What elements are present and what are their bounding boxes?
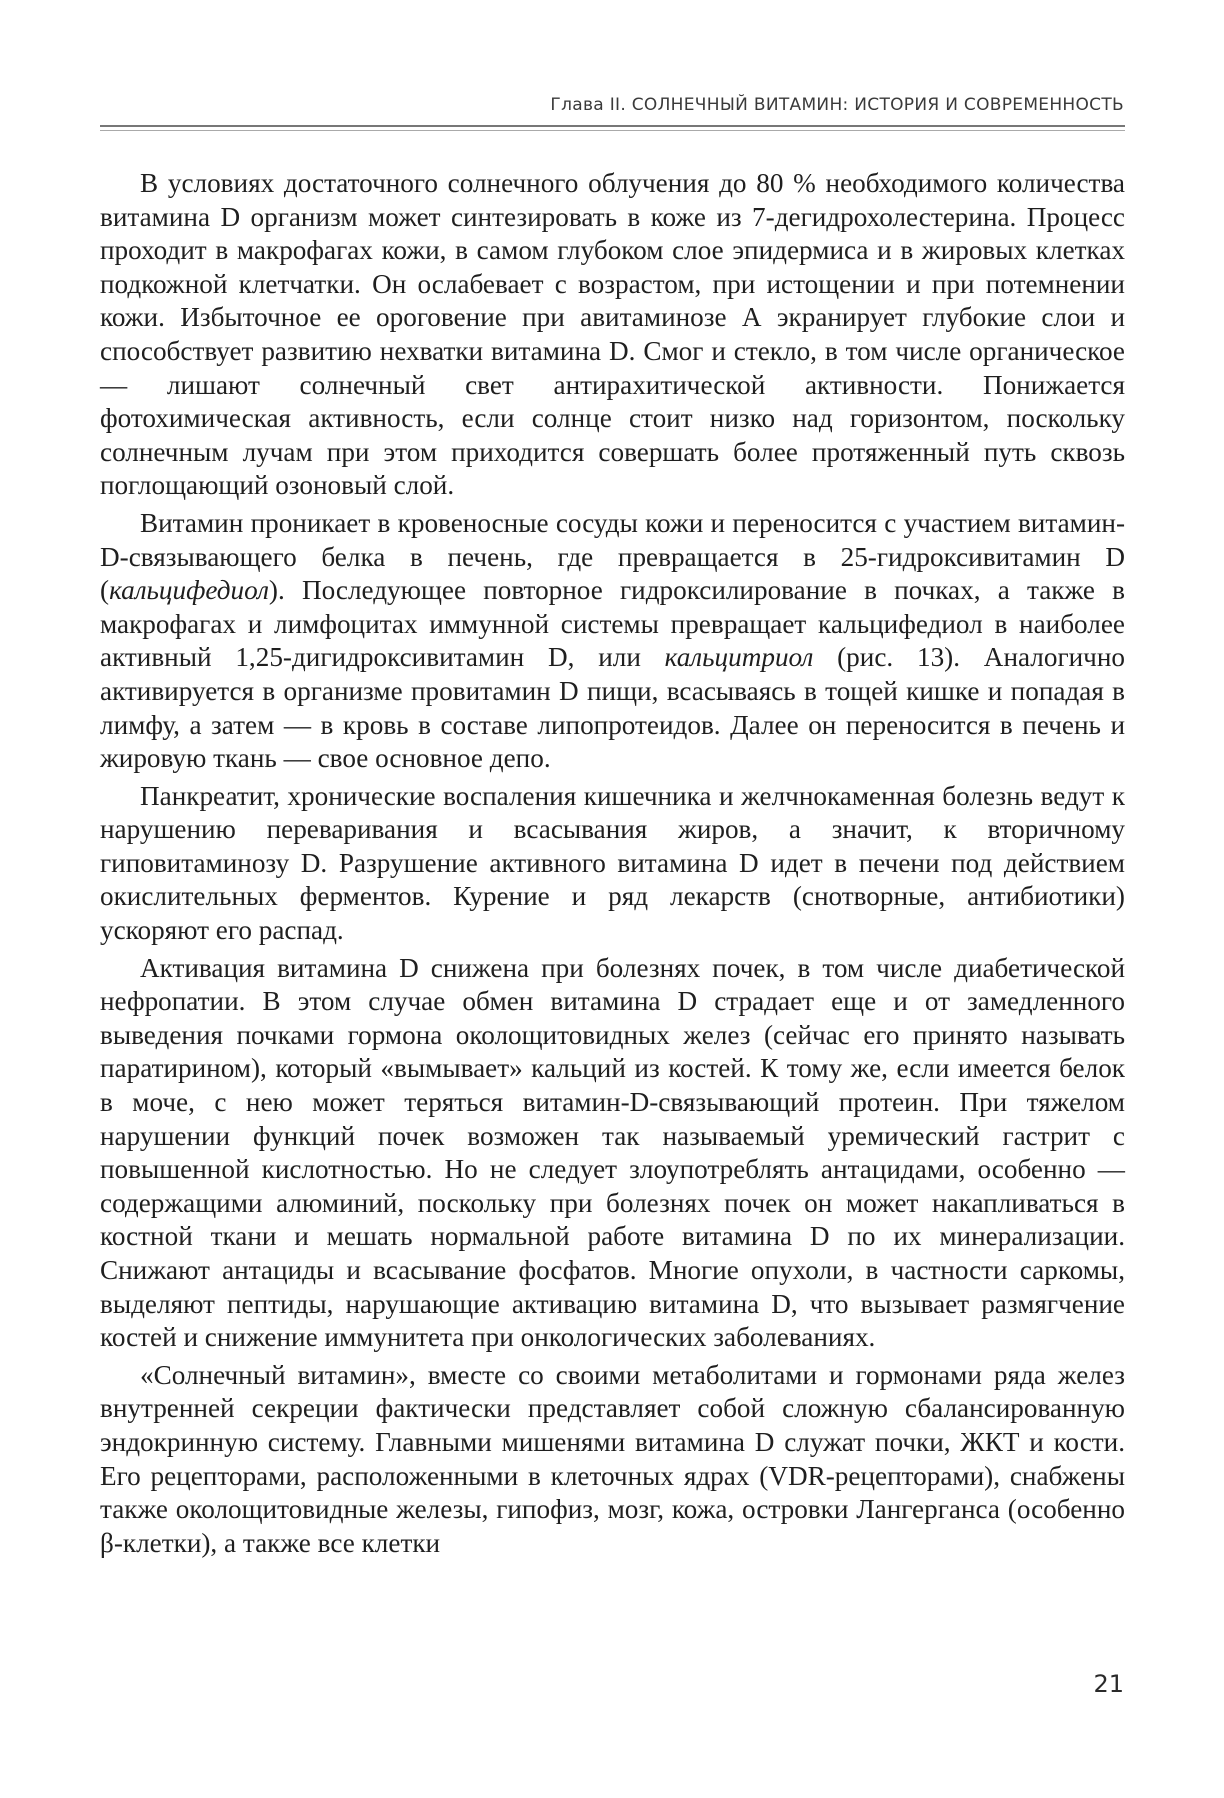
- body-text: [100, 167, 1125, 1560]
- italic-term-calcitriol: кальцитриол: [664, 642, 814, 673]
- paragraph-2-part-3: (рис. 13). Аналогично активируется в организме провитамин D пищи, всасываясь в тощей кишке и попадая в лимфу, а затем — в кровь в составе липопротеидов. Далее он переносится в печень и жировую ткань — свое основное депо.: [100, 642, 1125, 774]
- paragraph-2-part-1: Витамин проникает в кровеносные сосуды кожи и переносится с участием витамин-D-связывающего белка в печень, где превращается в 25-гидроксивитамин D (: [100, 507, 1125, 606]
- header-rule: [100, 125, 1125, 131]
- page-number: 21: [1093, 1670, 1124, 1698]
- paragraph-5: «Солнечный витамин», вместе со своими метаболитами и гормонами ряда желез внутренней секреции фактически представляет собой сложную сбалансированную эндокринную систему. Главными мишенями витамина D служат почки, ЖКТ и кости. Его рецепторами, расположенными в клеточных ядрах (VDR-рецепторами), снабжены также околощитовидные железы, гипофиз, мозг, кожа, островки Лангерганса (особенно β-клетки), а также все клетки: [100, 1359, 1125, 1558]
- paragraph-2-part-2: ). Последующее повторное гидроксилирование в почках, а также в макрофагах и лимфоцитах иммунной системы превращает кальцифедиол в наиболее активный 1,25-дигидроксивитамин D, или: [100, 575, 1125, 673]
- paragraph-1: В условиях достаточного солнечного облучения до 80 % необходимого количества витамина D организм может синтезировать в коже из 7-дегидрохолестерина. Процесс проходит в макрофагах кожи, в самом глубоком слое эпидермиса и в жировых клетках подкожной клетчатки. Он ослабевает с возрастом, при истощении и при потемнении кожи. Избыточное ее ороговение при авитаминозе А экранирует глубокие слои и способствует развитию нехватки витамина D. Смог и стекло, в том числе органическое — лишают солнечный свет антирахитической активности. Понижается фотохимическая активность, если солнце стоит низко над горизонтом, поскольку солнечным лучам при этом приходится совершать более протяженный путь сквозь поглощающий озоновый слой.: [100, 168, 1125, 501]
- italic-term-calcifediol: кальцифедиол: [109, 575, 269, 606]
- running-head: Глава II. СОЛНЕЧНЫЙ ВИТАМИН: ИСТОРИЯ И СОВРЕМЕННОСТЬ: [550, 95, 1124, 115]
- paragraph-4: Активация витамина D снижена при болезнях почек, в том числе диабетической нефропатии. В этом случае обмен витамина D страдает еще и от замедленного выведения почками гормона околощитовидных желез (сейчас его принято называть паратирином), который «вымывает» кальций из костей. К тому же, если имеется белок в моче, с нею может теряться витамин-D-связывающий протеин. При тяжелом нарушении функций почек возможен так называемый уремический гастрит с повышенной кислотностью. Но не следует злоупотреблять антацидами, особенно — содержащими алюминий, поскольку при болезнях почек он может накапливаться в костной ткани и мешать нормальной работе витамина D по их минерализации. Снижают антациды и всасывание фосфатов. Многие опухоли, в частности саркомы, выделяют пептиды, нарушающие активацию витамина D, что вызывает размягчение костей и снижение иммунитета при онкологических заболеваниях.: [100, 952, 1125, 1353]
- paragraph-3: Панкреатит, хронические воспаления кишечника и желчнокаменная болезнь ведут к нарушению переваривания и всасывания жиров, а значит, к вторичному гиповитаминозу D. Разрушение активного витамина D идет в печени под действием окислительных ферментов. Курение и ряд лекарств (снотворные, антибиотики) ускоряют его распад.: [100, 780, 1125, 946]
- paragraph-2: [100, 507, 1125, 776]
